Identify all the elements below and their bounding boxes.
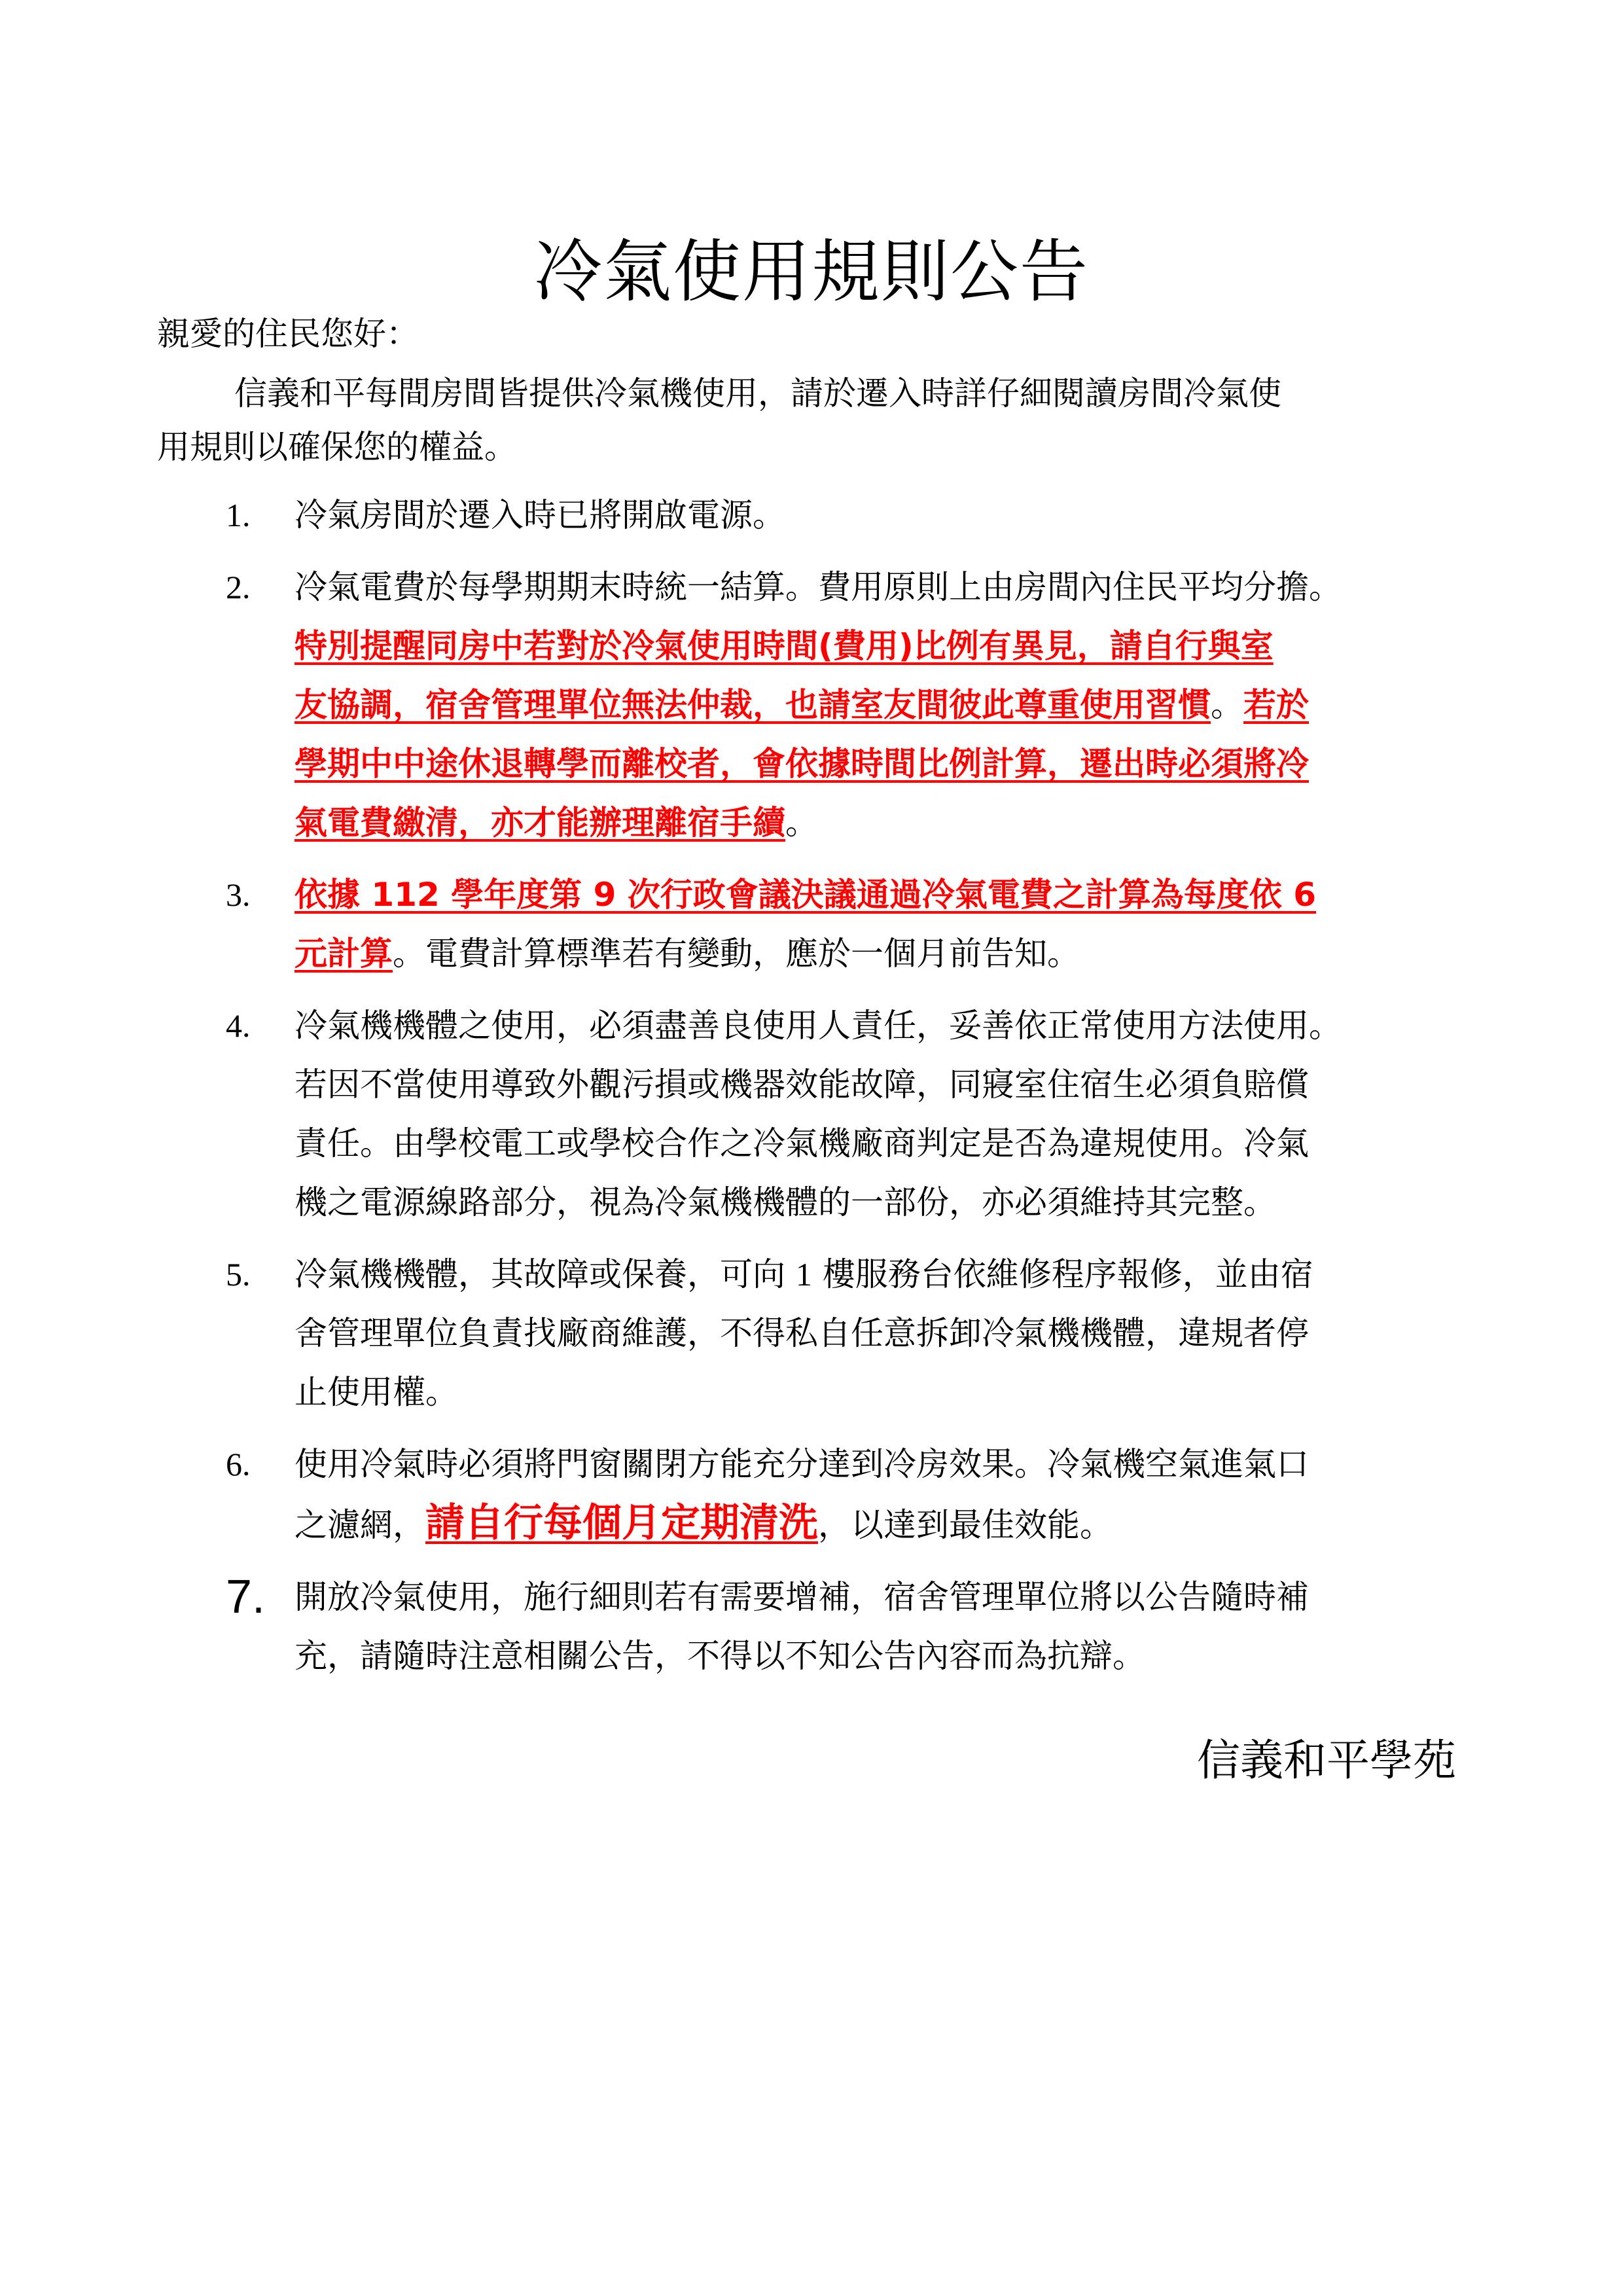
rule-line: [294, 1494, 1502, 1554]
intro-line-2: 用規則以確保您的權益。: [157, 428, 517, 466]
rule-line: 開放冷氣使用，施行細則若有需要增補，宿舍管理單位將以公告隨時補: [294, 1578, 1309, 1616]
rule-text: [294, 486, 1502, 545]
highlight-text: 依據 112 學年度第 9 次行政會議決議通過冷氣電費之計算為每度依 6: [294, 876, 1316, 914]
intro-line-1: 信義和平每間房間皆提供冷氣機使用，請於遷入時詳仔細閱讀房間冷氣使: [234, 374, 1281, 412]
rule-text: [294, 558, 1502, 852]
highlight-text: 友協調，宿舍管理單位無法仲裁，也請室友間彼此尊重使用習慣: [294, 686, 1211, 724]
rule-line: 冷氣電費於每學期期末時統一結算。費用原則上由房間內住民平均分擔。: [294, 568, 1342, 606]
rule-line-part: 樓服務台依維修程序報修，並由宿: [812, 1255, 1313, 1293]
rule-line-part: 冷氣機機體，其故障或保養，可向: [294, 1255, 796, 1293]
rule-line: 冷氣機機體之使用，必須盡善良使用人責任，妥善依正常使用方法使用。: [294, 1007, 1342, 1045]
rule-item-3: [226, 865, 1502, 983]
rule-item-2: [226, 558, 1502, 852]
rule-line: [294, 793, 1502, 852]
highlight-text: 氣電費繳清，亦才能辦理離宿手續: [294, 804, 785, 842]
rule-line-part: 之濾網，: [294, 1506, 425, 1544]
rule-line: [294, 865, 1502, 924]
rule-number: 5.: [226, 1256, 251, 1293]
rule-line: 使用冷氣時必須將門窗關閉方能充分達到冷房效果。冷氣機空氣進氣口: [294, 1445, 1309, 1483]
rule-text: [294, 996, 1502, 1232]
rule-line: 止使用權。: [294, 1373, 458, 1411]
rule-line: 冷氣房間於遷入時已將開啟電源。: [294, 496, 785, 534]
rule-number: 3.: [226, 876, 251, 913]
rule-number: 4.: [226, 1007, 251, 1044]
punctuation: 。: [1211, 686, 1243, 724]
rule-line: [294, 1245, 1502, 1304]
rule-line: 舍管理單位負責找廠商維護，不得私自任意拆卸冷氣機機體，違規者停: [294, 1314, 1309, 1352]
rule-line: [294, 675, 1502, 734]
rule-line: [294, 734, 1502, 793]
rule-text: [294, 1568, 1502, 1685]
rule-line: [294, 617, 1502, 675]
highlight-text: 特別提醒同房中若對於冷氣使用時間(費用)比例有異見，請自行與室: [294, 627, 1274, 665]
signature: 信義和平學苑: [1197, 1735, 1456, 1785]
rule-item-1: [226, 486, 1502, 545]
rule-item-4: [226, 996, 1502, 1232]
rule-item-5: [226, 1245, 1502, 1422]
rule-text: [294, 865, 1502, 983]
rule-number: 1.: [226, 497, 251, 533]
floor-number: 1: [795, 1256, 812, 1293]
rule-line: 責任。由學校電工或學校合作之冷氣機廠商判定是否為違規使用。冷氣: [294, 1124, 1309, 1162]
rule-line-part: ，以達到最佳效能。: [818, 1506, 1113, 1544]
highlight-text: 若於: [1243, 686, 1309, 724]
highlight-text: 元計算: [294, 935, 393, 973]
greeting: 親愛的住民您好：: [157, 315, 419, 353]
rule-text: [294, 1245, 1502, 1422]
rule-line: 若因不當使用導致外觀污損或機器效能故障，同寢室住宿生必須負賠償: [294, 1066, 1309, 1103]
rule-line: 充，請隨時注意相關公告，不得以不知公告內容而為抗辯。: [294, 1637, 1145, 1675]
rule-text: [294, 1435, 1502, 1554]
rule-item-7: [226, 1568, 1502, 1685]
intro-paragraph: [157, 367, 1466, 474]
rule-line: [294, 924, 1502, 983]
rule-number: 6.: [226, 1446, 251, 1482]
rule-number: 7.: [226, 1571, 266, 1623]
page-title: 冷氣使用規則公告: [533, 231, 1089, 312]
punctuation: 。: [785, 804, 818, 842]
rule-number: 2.: [226, 569, 251, 605]
highlight-text: 請自行每個月定期清洗: [425, 1500, 818, 1546]
rules-list: [226, 486, 1502, 1698]
rule-line: 機之電源線路部分，視為冷氣機機體的一部份，亦必須維持其完整。: [294, 1183, 1276, 1221]
rule-item-6: [226, 1435, 1502, 1554]
highlight-text: 學期中中途休退轉學而離校者，會依據時間比例計算，遷出時必須將冷: [294, 745, 1309, 783]
rule-line-rest: 。電費計算標準若有變動，應於一個月前告知。: [393, 935, 1080, 973]
